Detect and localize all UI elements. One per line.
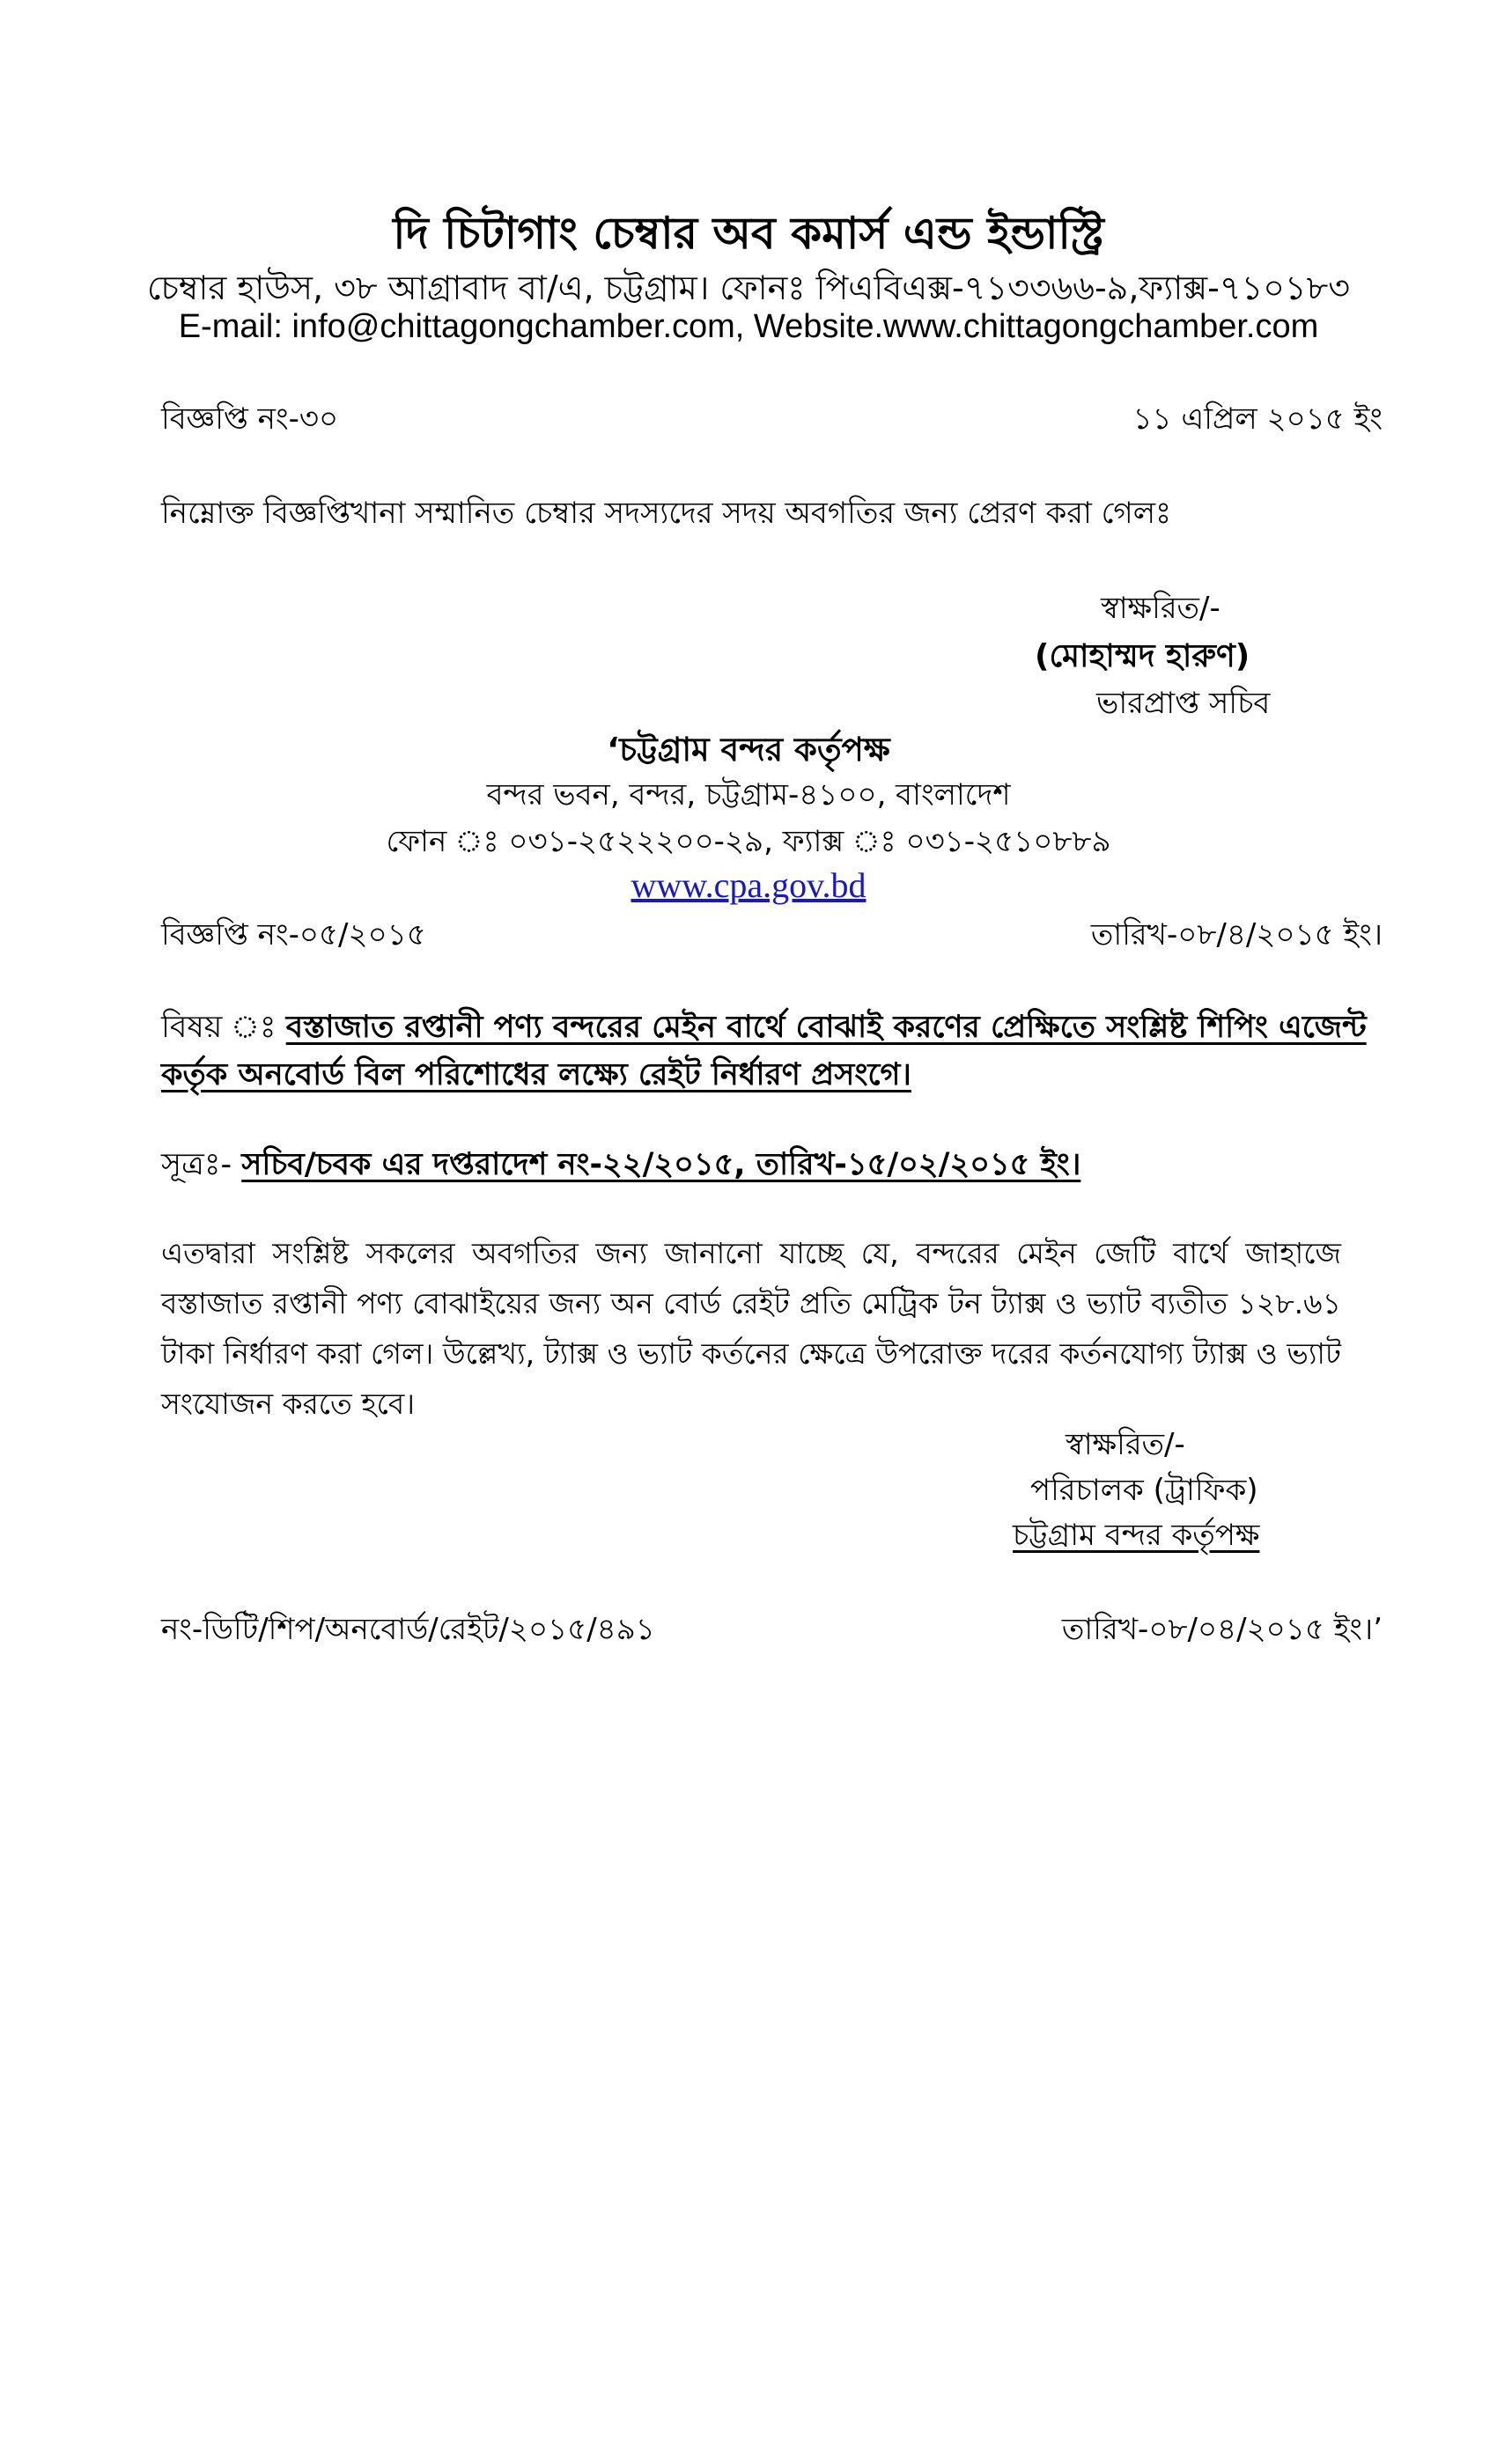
chamber-contact: E-mail: info@chittagongchamber.com, Website.www.chittagongchamber.com	[178, 308, 1319, 345]
reference-line	[161, 1140, 1080, 1192]
port-authority-address: বন্দর ভবন, বন্দর, চট্টগ্রাম-৪১০০, বাংলাদেশ	[486, 777, 1011, 813]
chamber-signatory-name: (মোহাম্মদ হারুণ)	[1035, 638, 1250, 674]
chamber-notice-date: ১১ এপ্রিল ২০১৫ ইং	[1132, 401, 1383, 437]
subject-label: বিষয় ঃ	[161, 1010, 277, 1045]
port-notice-number: বিজ্ঞপ্তি নং-০৫/২০১৫	[161, 917, 426, 953]
port-notice-date: তারিখ-০৮/৪/২০১৫ ইং।	[1090, 917, 1383, 953]
port-signatory-title: পরিচালক (ট্রাফিক)	[1030, 1473, 1258, 1508]
memo-number: নং-ডিটি/শিপ/অনবোর্ড/রেইট/২০১৫/৪৯১	[161, 1612, 655, 1647]
port-website-link[interactable]: www.cpa.gov.bd	[631, 865, 866, 905]
port-authority-phone: ফোন ঃ ০৩১-২৫২২২০০-২৯, ফ্যাক্স ঃ ০৩১-২৫১০৮৮৯	[386, 824, 1111, 859]
chamber-address: চেম্বার হাউস, ৩৮ আগ্রাবাদ বা/এ, চট্টগ্রাম। ফোনঃ পিএবিএক্স-৭১৩৩৬৬-৯,ফ্যাক্স-৭১০১৮৩	[147, 268, 1350, 307]
port-signatory-org: চট্টগ্রাম বন্দর কর্তৃপক্ষ	[1013, 1518, 1260, 1553]
chamber-signed: স্বাক্ষরিত/-	[1101, 591, 1220, 626]
notice-body: এতদ্বারা সংশ্লিষ্ট সকলের অবগতির জন্য জানানো যাচ্ছে যে, বন্দরের মেইন জেটি বার্থে জাহাজে বস্তাজাত রপ্তানী পণ্য বোঝাইয়ের জন্য অন বোর্ড রেইট প্রতি মেট্রিক টন ট্যাক্স ও ভ্যাট ব্যতীত ১২৮.৬১ টাকা নির্ধারণ করা গেল। উল্লেখ্য, ট্যাক্স ও ভ্যাট কর্তনের ক্ষেত্রে উপরোক্ত দরের কর্তনযোগ্য ট্যাক্স ও ভ্যাট সংযোজন করতে হবে।	[161, 1236, 1341, 1421]
chamber-notice-number: বিজ্ঞপ্তি নং-৩০	[161, 401, 339, 437]
chamber-intro: নিম্নোক্ত বিজ্ঞপ্তিখানা সম্মানিত চেম্বার সদস্যদের সদয় অবগতির জন্য প্রেরণ করা গেলঃ	[161, 496, 1172, 531]
memo-date: তারিখ-০৮/০৪/২০১৫ ইং।’	[1061, 1612, 1383, 1647]
port-signed: স্বাক্ষরিত/-	[1066, 1427, 1185, 1462]
reference-label: সূত্রঃ-	[161, 1147, 232, 1182]
port-authority-name: ‘চট্টগ্রাম বন্দর কর্তৃপক্ষ	[607, 731, 890, 769]
chamber-title: দি চিটাগাং চেম্বার অব কমার্স এন্ড ইন্ডাস্ট্রি	[393, 208, 1104, 259]
chamber-signatory-title: ভারপ্রাপ্ত সচিব	[1096, 686, 1271, 721]
subject-text: বস্তাজাত রপ্তানী পণ্য বন্দরের মেইন বার্থে বোঝাই করণের প্রেক্ষিতে সংশ্লিষ্ট শিপিং এজেন্ট কর্তৃক অনবোর্ড বিল পরিশোধের লক্ষ্যে রেইট নির্ধারণ প্রসংগে।	[161, 1010, 1367, 1092]
reference-text: সচিব/চবক এর দপ্তরাদেশ নং-২২/২০১৫, তারিখ-১৫/০২/২০১৫ ইং।	[241, 1147, 1081, 1182]
subject-line	[161, 1004, 1376, 1099]
